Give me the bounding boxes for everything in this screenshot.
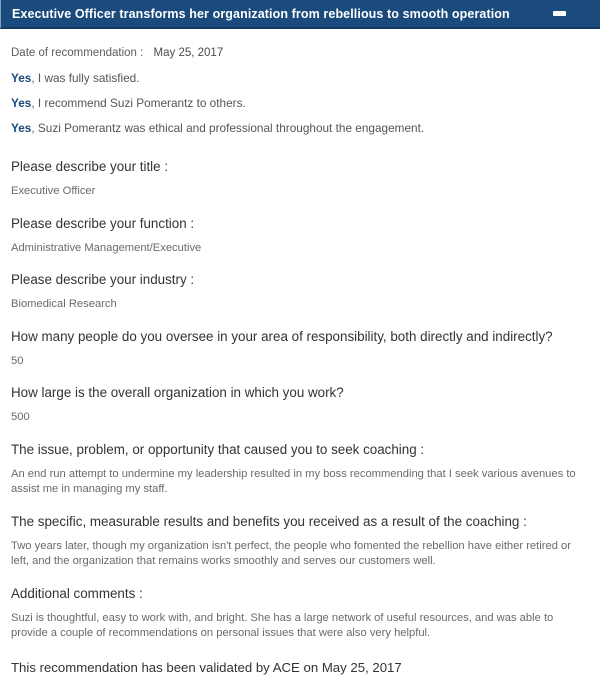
question-label: Please describe your function : — [11, 215, 195, 231]
qa-item-function — [11, 215, 588, 257]
answer-text: Executive Officer — [11, 185, 96, 197]
answer-text: 500 — [11, 411, 30, 423]
qa-item-results — [11, 513, 588, 570]
affirmation-satisfied — [11, 70, 588, 86]
question-label: Please describe your title : — [11, 159, 169, 174]
answer-text: An end run attempt to undermine my leadership resulted in my boss recommending that I seek various avenues to assist me in managing my staff. — [11, 467, 576, 495]
answer-text: Biomedical Research — [11, 298, 117, 310]
panel-header — [0, 0, 600, 29]
affirmation-text: , I was fully satisfied. — [31, 71, 140, 85]
answer-text: 50 — [11, 354, 24, 367]
affirmation-recommend — [11, 95, 588, 111]
question-label: How many people do you oversee in your area of responsibility, both directly and indirectly? — [11, 328, 553, 344]
question-label: The specific, measurable results and benefits you received as a result of the coaching : — [11, 513, 527, 529]
affirmation-text: , Suzi Pomerantz was ethical and professional throughout the engagement. — [31, 121, 425, 135]
page-title: Executive Officer transforms her organization from rebellious to smooth operation — [12, 6, 510, 21]
answer-text: Administrative Management/Executive — [11, 241, 202, 254]
question-label: Additional comments : — [11, 585, 143, 601]
yes-badge: Yes — [11, 96, 32, 110]
qa-item-additional-comments — [11, 585, 588, 642]
question-label: How large is the overall organization in which you work? — [11, 385, 344, 400]
question-label: Please describe your industry : — [11, 272, 195, 287]
answer-text: Suzi is thoughtful, easy to work with, and bright. She has a large network of useful resources, and was able to provide a couple of recommendations on personal issues that were also very helpful. — [11, 611, 554, 639]
validation-statement: This recommendation has been validated by ACE on May 25, 2017 — [11, 659, 402, 675]
minimize-icon[interactable] — [552, 7, 566, 21]
date-label: Date of recommendation : — [11, 47, 144, 59]
yes-badge: Yes — [11, 71, 32, 85]
qa-item-oversee-count — [11, 328, 588, 370]
answer-text: Two years later, though my organization isn't perfect, the people who fomented the rebellion have either retired or left, and the organization that remains works smoothly and serves our customers well. — [11, 539, 571, 567]
question-label: The issue, problem, or opportunity that caused you to seek coaching : — [11, 441, 425, 457]
affirmation-text: , I recommend Suzi Pomerantz to others. — [31, 96, 246, 110]
qa-item-organization-size — [11, 384, 588, 426]
panel-body — [0, 29, 600, 677]
date-of-recommendation — [11, 45, 588, 61]
yes-badge: Yes — [11, 121, 32, 135]
qa-item-title — [11, 158, 588, 200]
qa-item-issue — [11, 441, 588, 498]
minimize-bar — [553, 11, 566, 16]
affirmation-ethical — [11, 120, 588, 136]
date-value: May 25, 2017 — [153, 47, 224, 59]
qa-item-industry — [11, 271, 588, 313]
